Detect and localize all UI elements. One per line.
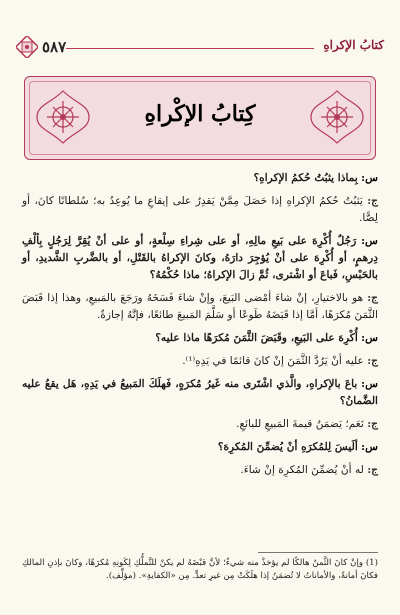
qa-content xyxy=(22,170,378,485)
qa-item xyxy=(22,290,378,324)
qa-text: نَعَم؛ يَضمَنُ قيمةَ المَبيعِ للبائعِ. xyxy=(236,418,364,430)
qa-item xyxy=(22,439,378,456)
qa-text: رَجُلٌ أُكْرِهَ على بَيعِ مالِهِ، أو على شِراءِ سِلْعةٍ، أو على أنْ يُقِرَّ لِرَجُلٍ بِألْفِ دِرهمٍ، أو أُكْرِهَ على أنْ يُؤجِرَ دارَهُ، وكانَ الإكراهُ بالقَتْلِ، أو بالضَّربِ الشَّديدِ، أو بالحَبْسِ، فَباعَ أو اشْترى، ثُمَّ زالَ الإكراهُ؛ ماذا حُكْمُهُ؟ xyxy=(22,235,378,281)
page-ornament-icon xyxy=(16,36,38,58)
qa-item xyxy=(22,462,378,479)
page-number: ٥٨٧ xyxy=(42,38,67,56)
qa-item xyxy=(22,416,378,433)
qa-label: ج: xyxy=(367,292,378,304)
qa-item xyxy=(22,376,378,410)
chapter-title-band xyxy=(24,76,376,160)
footnote-divider xyxy=(258,552,378,553)
qa-label: س: xyxy=(361,378,378,390)
qa-text: بِماذا يثبُتُ حُكمُ الإكراهِ؟ xyxy=(253,172,358,184)
qa-label: ج: xyxy=(367,355,378,367)
qa-text: هو بالاختيارِ، إنْ شاءَ أمْضى البَيعَ، وإنْ شاءَ فَسَخَهُ ورَجَعَ بالمَبيعِ، وهذا إذا قَبَضَ الثَّمَنَ مُكرَهًا، أمَّا إذا قَبَضَهُ طَوعًا أو سَلَّمَ المَبيعَ طائعًا، فإنَّهُ إجازةٌ. xyxy=(22,292,378,321)
header-rule xyxy=(66,48,314,49)
qa-text: باعَ بالإكراهِ، والَّذي اشْتَرى منه غَيرُ مُكرَهٍ، فَهلَكَ المَبيعُ في يَدِهِ، هَل يقعُ عليه الضَّمانُ؟ xyxy=(22,378,378,407)
qa-text: يَثبُتُ حُكمُ الإكراهِ إذا حَصَلَ مِمَّنْ يَقدِرُ على إيقاعِ ما يُوعِدُ به؛ سُلطانًا كانَ، أو لِصًّا. xyxy=(22,195,378,224)
qa-item xyxy=(22,233,378,284)
qa-text: أُكْرِهَ على البَيعِ، وقَبَضَ الثَّمَنَ مُكرَهًا ماذا عليه؟ xyxy=(155,332,358,344)
qa-label: ج: xyxy=(367,195,378,207)
qa-text: عليه أنْ يَرُدَّ الثَّمَنَ إنْ كانَ قائمًا في يَدِهِ⁽¹⁾. xyxy=(182,355,364,367)
footnote: (1) وإنْ كانَ الثَّمنُ هالكًا لم يؤخذْ منه شيءٌ؛ لأنَّ قبْضَهُ لم يكنْ للتَّملُّكِ لِكَونِهِ مُكرَهًا، وكانَ بإذنِ المالكِ فكانَ أمانةً، والأماناتُ لا تُضمَنُ إذا هلَكَتْ مِن غيرِ تعدٍّ. مِن «الكفايةِ». (مؤلِّف). xyxy=(22,558,378,581)
qa-label: س: xyxy=(361,235,378,247)
qa-item xyxy=(22,170,378,187)
qa-item xyxy=(22,193,378,227)
qa-label: ج: xyxy=(367,464,378,476)
qa-label: ج: xyxy=(367,418,378,430)
running-title: كتابُ الإكراهِ xyxy=(323,38,384,52)
qa-item xyxy=(22,353,378,370)
qa-text: له أنْ يُضمِّنَ المُكرِهَ إنْ شاءَ. xyxy=(240,464,364,476)
chapter-title: كِتابُ الإكْراهِ xyxy=(144,101,256,127)
page-header xyxy=(16,36,384,62)
qa-label: س: xyxy=(361,441,378,453)
qa-text: ألَيسَ لِلمُكرَهِ أنْ يُضمِّنَ المُكرِهَ؟ xyxy=(217,441,358,453)
qa-label: س: xyxy=(361,332,378,344)
page-number-block xyxy=(16,36,66,58)
qa-label: س: xyxy=(361,172,378,184)
qa-item xyxy=(22,330,378,347)
